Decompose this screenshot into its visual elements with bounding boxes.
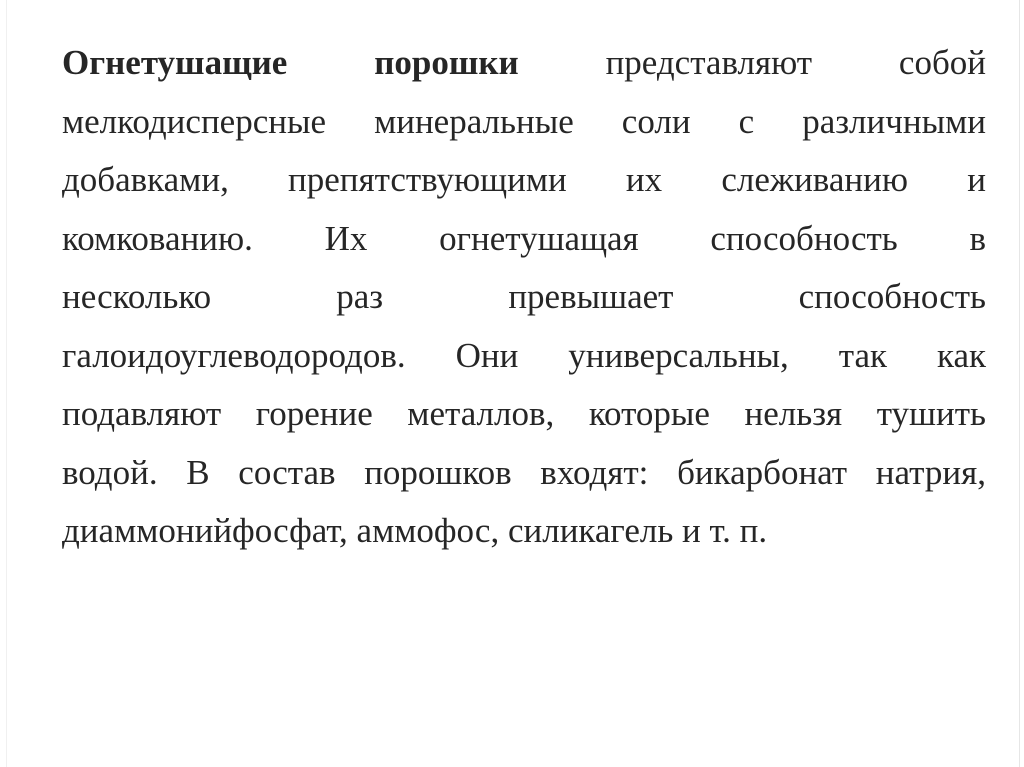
- word: водой.: [62, 452, 158, 492]
- slide-edge-right: [1019, 0, 1020, 767]
- word: универсальны,: [568, 335, 789, 375]
- word: Они: [455, 335, 519, 375]
- word: бикарбонат: [677, 452, 848, 492]
- word: минеральные: [374, 101, 574, 141]
- word: натрия,: [875, 452, 986, 492]
- word: добавками,: [62, 160, 229, 199]
- text-line: [62, 210, 986, 269]
- bold-term: порошки: [374, 43, 519, 82]
- text-line: [62, 151, 986, 210]
- text-line: [62, 34, 986, 93]
- word: нельзя: [744, 394, 843, 433]
- word: представляют: [605, 43, 813, 82]
- word: препятствующими: [288, 160, 567, 199]
- word: входят:: [540, 452, 649, 492]
- word: горение: [255, 394, 373, 433]
- word: комкованию.: [62, 218, 253, 258]
- word: несколько: [62, 277, 212, 316]
- word: порошков: [364, 452, 512, 492]
- word: В: [186, 452, 210, 492]
- word: так: [838, 335, 888, 375]
- word: и: [967, 160, 986, 199]
- word: способность: [798, 277, 986, 316]
- text-line: [62, 502, 986, 561]
- word: с: [738, 101, 755, 141]
- word: превышает: [508, 277, 674, 316]
- text-line: [62, 327, 986, 386]
- word: слеживанию: [721, 160, 909, 199]
- word: диаммонийфосфат, аммофос, силикагель и т. п.: [62, 511, 768, 550]
- word: способность: [710, 218, 898, 258]
- text-line: [62, 93, 986, 152]
- word: собой: [898, 43, 986, 82]
- text-line: [62, 385, 986, 444]
- word: их: [625, 160, 663, 199]
- slide-body-text: [62, 34, 986, 561]
- word: Их: [324, 218, 368, 258]
- word: различными: [802, 101, 986, 141]
- word: галоидоуглеводородов.: [62, 335, 406, 375]
- word: в: [969, 218, 986, 258]
- word: металлов,: [407, 394, 555, 433]
- word: состав: [238, 452, 336, 492]
- slide-edge-left: [6, 0, 7, 767]
- text-line: [62, 444, 986, 503]
- bold-term: Огнетушащие: [62, 43, 288, 82]
- word: мелкодисперсные: [62, 101, 327, 141]
- text-line: [62, 268, 986, 327]
- word: тушить: [876, 394, 986, 433]
- word: которые: [588, 394, 710, 433]
- word: огнетушащая: [439, 218, 639, 258]
- word: соли: [621, 101, 691, 141]
- word: подавляют: [62, 394, 222, 433]
- word: как: [936, 335, 986, 375]
- word: раз: [336, 277, 384, 316]
